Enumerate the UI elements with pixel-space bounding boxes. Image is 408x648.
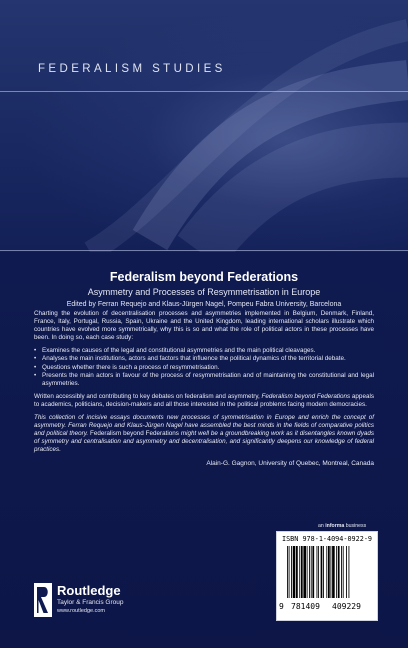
- blurb: [34, 310, 374, 473]
- list-item: • Presents the main actors in favour of the process of resymmetrisation and of maintaining the constitutional and legal asymmetries.: [34, 371, 374, 387]
- header-band: [0, 0, 408, 252]
- routledge-logo-icon: [34, 583, 52, 617]
- book-subtitle: Asymmetry and Processes of Resymmetrisation in Europe: [87, 287, 321, 297]
- publisher-url: www.routledge.com: [57, 608, 105, 614]
- case-study-list: [34, 347, 374, 387]
- barcode-bars: [287, 546, 369, 598]
- swirl-artwork: [0, 0, 408, 252]
- publisher-name: Routledge: [57, 583, 121, 598]
- title-block: [0, 270, 408, 310]
- bullet-mark: •: [34, 371, 37, 379]
- barcode-digits-left: 781409: [291, 602, 320, 611]
- intro-paragraph: Charting the evolution of decentralisation processes and asymmetries implemented in Belgium, Denmark, Finland, France, Italy, Portugal, Russia, Spain, Ukraine and the United Kingdom, leading international scholars illustrate which countries have evolved more symmetrically, why this is so and what the role of political actors in these processes have been. In doing so, each case study:: [34, 310, 374, 342]
- bullet-mark: •: [34, 363, 37, 371]
- publisher-group: Taylor & Francis Group: [57, 599, 124, 606]
- band-rule-top: [0, 91, 408, 92]
- inline-book-title: Federalism beyond Federations: [261, 392, 351, 400]
- isbn-number: ISBN 978-1-4094-0922-9: [281, 535, 373, 543]
- book-title: Federalism beyond Federations: [109, 270, 299, 284]
- list-item: • Analyses the main institutions, actors and factors that influence the political dynamics of the territorial debate.: [34, 355, 346, 363]
- list-item: • Examines the causes of the legal and constitutional asymmetries and the main political cleavages.: [34, 347, 316, 355]
- audience-paragraph: Written accessibly and contributing to key debates on federalism and asymmetry, Federalism beyond Federations appeals to academics, politicians, decision-makers and all those interested in the political problems facing modern democracies.: [34, 392, 374, 408]
- series-title: FEDERALISM STUDIES: [38, 63, 226, 75]
- inline-book-title: Federalism beyond Federations: [90, 430, 179, 438]
- editors-line: Edited by Ferran Requejo and Klaus-Jürgen Nagel, Pompeu Fabra University, Barcelona: [66, 301, 342, 308]
- review-attribution: Alain-G. Gagnon, University of Quebec, Montreal, Canada: [206, 459, 374, 467]
- bullet-mark: •: [34, 347, 37, 355]
- informa-tagline: an informa business: [318, 523, 367, 529]
- barcode: [276, 531, 378, 621]
- publisher-block: [57, 584, 123, 615]
- barcode-digit-first: 9: [279, 602, 284, 611]
- list-item: • Questions whether there is such a process of resymmetrisation.: [34, 363, 220, 371]
- barcode-digits-right: 409229: [332, 602, 361, 611]
- band-rule-bottom: [0, 250, 408, 251]
- bullet-mark: •: [34, 355, 37, 363]
- review-quote: This collection of incisive essays documents new processes of symmetrisation in Europe and enrich the concept of asymmetry. Ferran Requejo and Klaus-Jürgen Nagel have assembled the best minds in the fields of comparative politics and political theory. Federalism beyond Federations might well be a groundbreaking work as it disentangles known dyads of symmetry and centralisation and asymmetry and decentralisation, and significantly deepens our knowledge of federal practices.: [34, 414, 374, 454]
